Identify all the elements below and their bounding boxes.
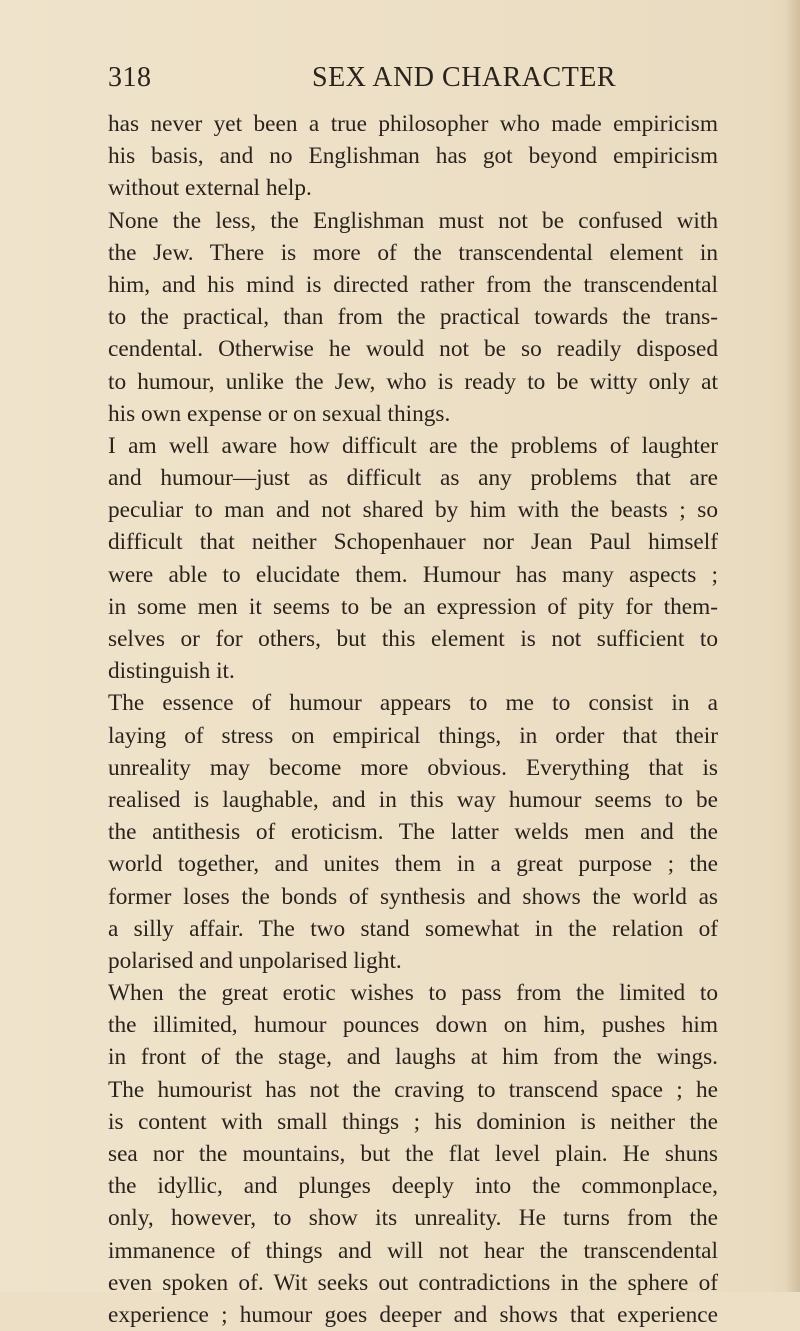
running-title: SEX AND CHARACTER — [312, 62, 617, 93]
text-line: his basis, and no Englishman has got beyond empiricism — [108, 143, 718, 170]
text-line: and humour—just as difficult as any problems that are — [108, 465, 718, 492]
text-line: the antithesis of eroticism. The latter welds men and the — [108, 819, 718, 846]
text-line: him, and his mind is directed rather from the transcendental — [108, 271, 718, 298]
text-line: laying of stress on empirical things, in order that their — [108, 722, 718, 749]
text-line: to the practical, than from the practical towards the trans- — [108, 304, 718, 331]
text-line: selves or for others, but this element is not sufficient to — [108, 626, 718, 652]
text-line: to humour, unlike the Jew, who is ready to be witty only at — [108, 368, 718, 395]
running-head — [108, 62, 668, 102]
text-line: his own expense or on sexual things. — [108, 400, 451, 427]
page-number: 318 — [108, 62, 152, 93]
text-line: When the great erotic wishes to pass from the limited to — [108, 980, 718, 1007]
text-line: world together, and unites them in a great purpose ; the — [108, 851, 718, 878]
text-line: experience ; humour goes deeper and shows that experience — [108, 1301, 718, 1328]
text-line: the idyllic, and plunges deeply into the commonplace, — [108, 1173, 718, 1200]
page-edge-shadow — [786, 0, 800, 1292]
text-line: has never yet been a true philosopher who made empiricism — [108, 111, 718, 137]
text-line: were able to elucidate them. Humour has many aspects ; — [108, 561, 718, 588]
text-line: a silly affair. The two stand somewhat in the relation of — [108, 915, 718, 942]
text-line: in some men it seems to be an expression of pity for them- — [108, 593, 718, 620]
text-line: The essence of humour appears to me to consist in a — [108, 690, 718, 717]
text-line: is content with small things ; his dominion is neither the — [108, 1108, 718, 1135]
text-line: realised is laughable, and in this way humour seems to be — [108, 786, 718, 813]
text-line: difficult that neither Schopenhauer nor Jean Paul himself — [108, 529, 718, 556]
text-line: only, however, to show its unreality. He turns from the — [108, 1205, 718, 1232]
text-line: peculiar to man and not shared by him with the beasts ; so — [108, 497, 718, 524]
text-line: sea nor the mountains, but the flat level plain. He shuns — [108, 1141, 718, 1167]
text-line: even spoken of. Wit seeks out contradictions in the sphere of — [108, 1269, 718, 1296]
text-line: distinguish it. — [108, 658, 235, 685]
text-line: None the less, the Englishman must not be confused with — [108, 207, 718, 234]
text-line: The humourist has not the craving to transcend space ; he — [108, 1076, 718, 1103]
text-line: in front of the stage, and laughs at him from the wings. — [108, 1044, 718, 1071]
text-line: immanence of things and will not hear the transcendental — [108, 1237, 718, 1264]
text-line: former loses the bonds of synthesis and shows the world as — [108, 883, 718, 910]
text-line: polarised and unpolarised light. — [108, 947, 402, 974]
text-line: I am well aware how difficult are the problems of laughter — [108, 432, 718, 459]
body-text — [108, 108, 718, 1331]
text-line: unreality may become more obvious. Everything that is — [108, 754, 718, 781]
text-line: without external help. — [108, 175, 312, 202]
text-line: the illimited, humour pounces down on him, pushes him — [108, 1012, 718, 1039]
text-line: the Jew. There is more of the transcendental element in — [108, 239, 718, 266]
text-line: cendental. Otherwise he would not be so readily disposed — [108, 336, 718, 363]
